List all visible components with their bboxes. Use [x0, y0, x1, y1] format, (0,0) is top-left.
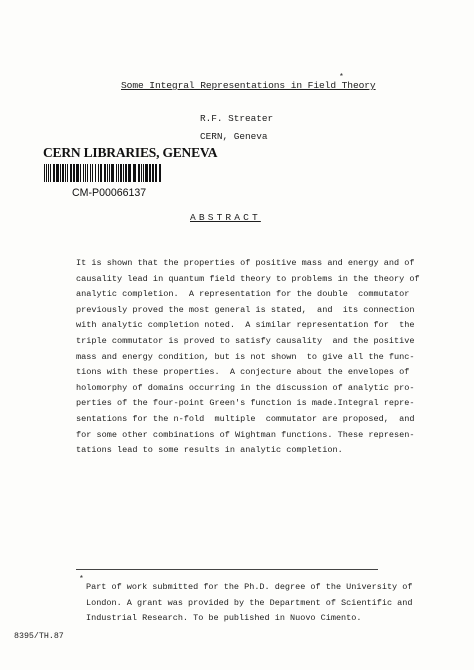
footnote-marker: *: [79, 575, 84, 584]
abstract-line: with analytic completion noted. A similar representation for the: [76, 320, 415, 331]
abstract-line: mass and energy condition, but is not shown to give all the func-: [76, 351, 415, 362]
abstract-line: triple commutator is proved to satisfy causality and the positive: [76, 335, 415, 346]
abstract-line: causality lead in quantum field theory to problems in the theory of: [76, 273, 420, 284]
abstract-line: analytic completion. A representation for the double commutator: [76, 289, 410, 300]
footnote-line: London. A grant was provided by the Department of Scientific and: [86, 597, 413, 608]
footnote-text: [86, 580, 413, 627]
abstract-body: [76, 256, 420, 459]
abstract-heading: ABSTRACT: [190, 212, 261, 223]
abstract-line: tations lead to some results in analytic completion.: [76, 445, 343, 456]
abstract-line: perties of the four-point Green's function is made.Integral repre-: [76, 398, 415, 409]
abstract-line: sentations for the n-fold multiple commutator are proposed, and: [76, 413, 415, 424]
title-footnote-marker: *: [339, 73, 344, 82]
abstract-line: previously proved the most general is stated, and its connection: [76, 304, 415, 315]
report-number: 8395/TH.87: [14, 632, 64, 641]
library-stamp-label: CERN LIBRARIES, GENEVA: [43, 145, 218, 160]
author-name: R.F. Streater: [200, 113, 274, 124]
footnote-line: Industrial Research. To be published in Nuovo Cimento.: [86, 613, 362, 624]
footnote-divider: [76, 569, 378, 570]
paper-title: Some Integral Representations in Field Theory: [121, 80, 376, 91]
barcode-image: [44, 164, 162, 182]
abstract-line: for some other combinations of Wightman functions. These represen-: [76, 429, 415, 440]
barcode-id: CM-P00066137: [72, 187, 147, 199]
abstract-line: It is shown that the properties of positive mass and energy and of: [76, 258, 415, 268]
abstract-line: tions with these properties. A conjecture about the envelopes of: [76, 367, 410, 378]
footnote-line: Part of work submitted for the Ph.D. degree of the University of: [86, 582, 413, 592]
author-affiliation: CERN, Geneva: [200, 131, 268, 142]
abstract-line: holomorphy of domains occurring in the discussion of analytic pro-: [76, 382, 415, 393]
